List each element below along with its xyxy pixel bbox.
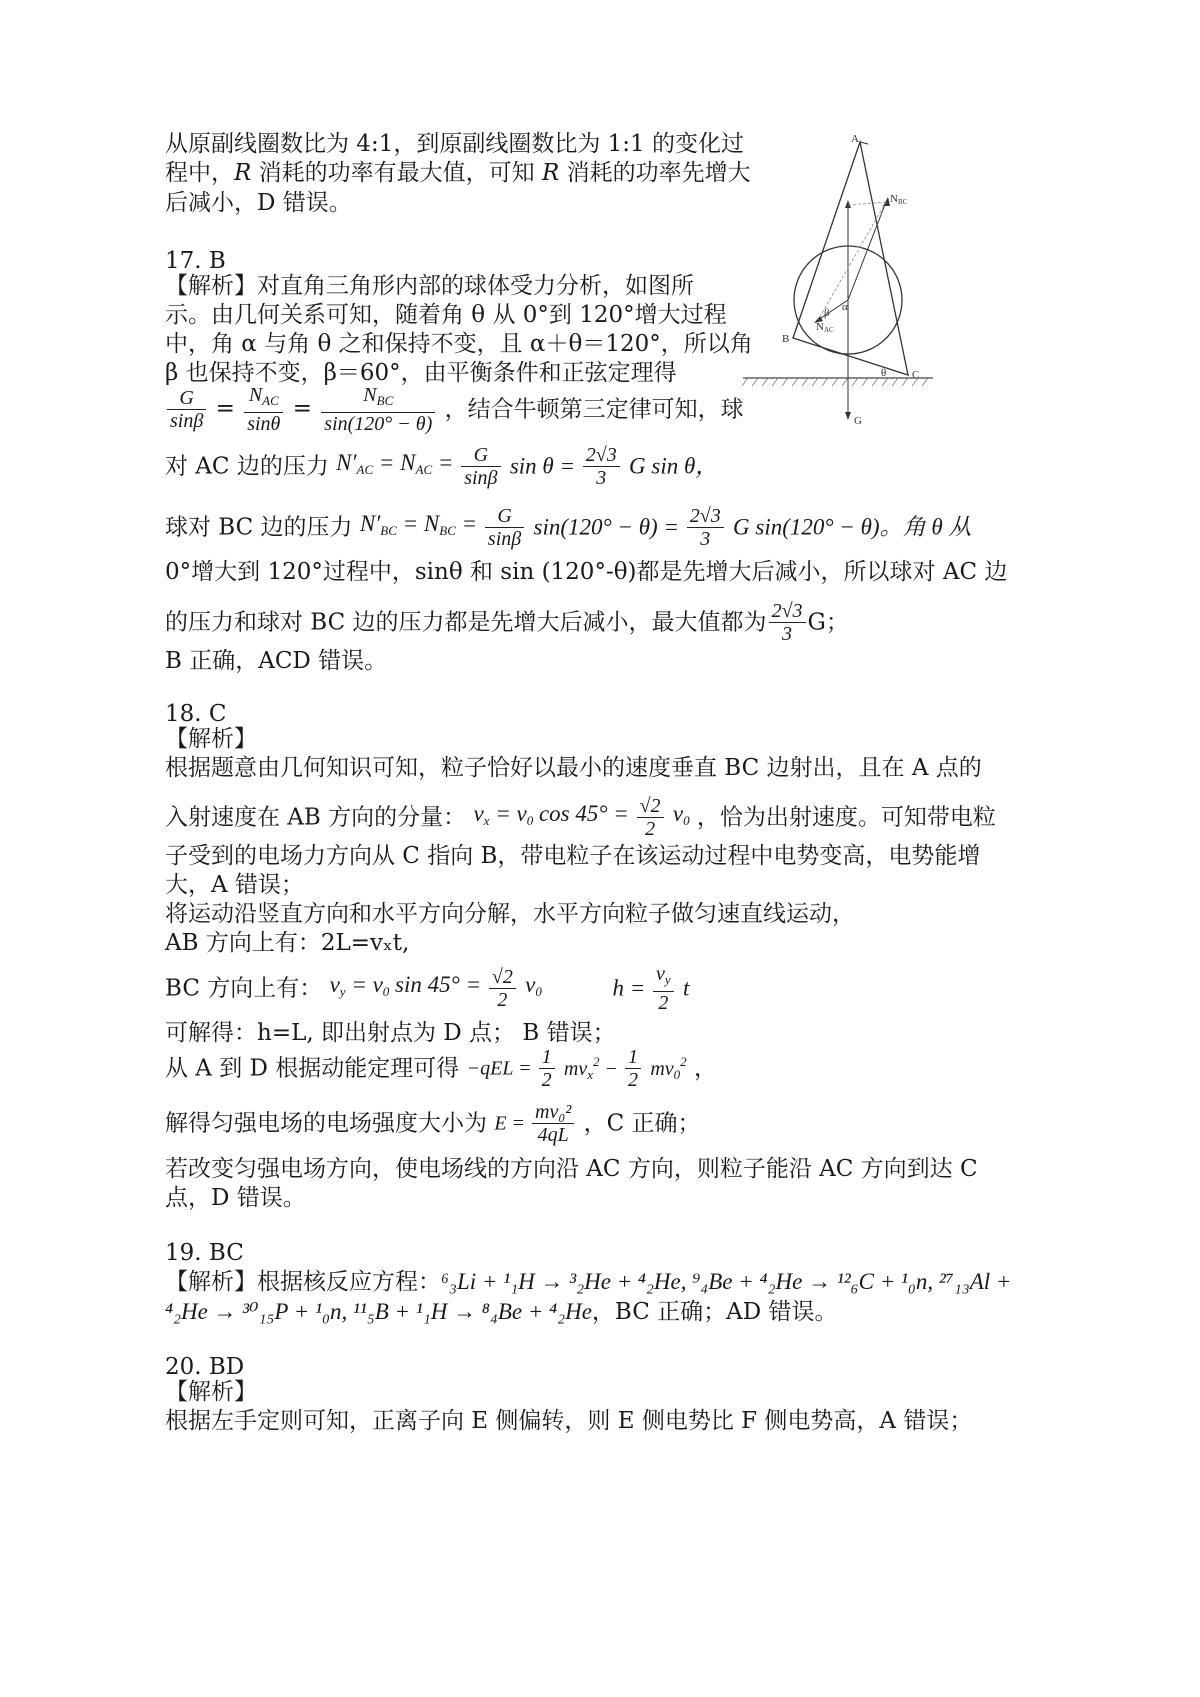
q19-line-2: ⁴₂He → ³⁰₁₅P + ¹₀n, ¹¹₅B + ¹₁H → ⁸₄Be + ⁴₂He，BC 正确；AD 错误。 bbox=[165, 1299, 838, 1325]
q17-line-9: 的压力和球对 BC 边的压力都是先增大后减小，最大值都为 $\frac{2√3}{3}$ G； bbox=[165, 600, 849, 645]
fraction-g-sinb: $\frac{G}{\sin\beta}$ bbox=[167, 387, 206, 432]
q18-line-8: 可解得：h=L, 即出射点为 D 点； B 错误； bbox=[165, 1020, 616, 1046]
q18-line-10: 解得匀强电场的电场强度大小为 E = $\frac{\text{mv₀²}}{4qL}$ ，C 正确； bbox=[165, 1101, 701, 1146]
intro-line-2: 程中，R 消耗的功率有最大值，可知 R 消耗的功率先增大 bbox=[165, 160, 751, 186]
q18-line-4: 大，A 错误； bbox=[165, 872, 304, 898]
q17-line-10: B 正确，ACD 错误。 bbox=[165, 648, 388, 674]
triangle-sphere-diagram bbox=[738, 130, 938, 425]
q20-heading: 20. BD bbox=[165, 1354, 245, 1380]
label-c: C bbox=[912, 369, 920, 381]
q18-line-3: 子受到的电场力方向从 C 指向 B，带电粒子在该运动过程中电势变高，电势能增 bbox=[165, 843, 981, 869]
label-alpha: α bbox=[842, 301, 848, 313]
q17-line-1: 【解析】对直角三角形内部的球体受力分析，如图所 bbox=[165, 273, 694, 299]
q20-line-1: 根据左手定则可知，正离子向 E 侧偏转，则 E 侧电势比 F 侧电势高，A 错误； bbox=[165, 1408, 973, 1434]
label-b: B bbox=[782, 333, 790, 345]
q19-line-1: 【解析】根据核反应方程：⁶₃Li + ¹₁H → ³₂He + ⁴₂He, ⁹₄Be + ⁴₂He → ¹²₆C + ¹₀n, ²⁷₁₃Al + bbox=[165, 1269, 1012, 1295]
fraction-nac-sint: $\frac{N_{AC}}{\sin\theta}$ bbox=[244, 384, 283, 435]
q17-heading: 17. B bbox=[165, 248, 226, 274]
q17-line-4: β 也保持不变，β＝60°，由平衡条件和正弦定理得 bbox=[165, 360, 677, 386]
q18-line-1: 根据题意由几何知识可知，粒子恰好以最小的速度垂直 BC 边射出，且在 A 点的 bbox=[165, 755, 982, 781]
q18-line-9: 从 A 到 D 根据动能定理可得 −qEL = $\frac{1}{2}$ $mv_x^2$ − $\frac{1}{2}$ $mv_0^2$ ， bbox=[165, 1046, 717, 1091]
label-nbc: NBC bbox=[890, 193, 908, 206]
q17-line-2: 示。由几何关系可知，随着角 θ 从 0°到 120°增大过程 bbox=[165, 302, 727, 328]
intro-line-3: 后减小，D 错误。 bbox=[165, 190, 352, 216]
q17-line-7: 球对 BC 边的压力 $N'_{BC} = N_{BC}$ = $\frac{G}{\sin\beta}$ sin(120° − θ) = $\frac{2√3}{3}$ G sin(120° − θ)。角 θ 从 bbox=[165, 505, 972, 550]
q18-line-11: 若改变匀强电场方向，使电场线的方向沿 AC 方向，则粒子能沿 AC 方向到达 C bbox=[165, 1156, 978, 1182]
q18-heading: 18. C bbox=[165, 701, 227, 727]
label-a: A bbox=[851, 133, 859, 145]
intro-line-1: 从原副线圈数比为 4:1，到原副线圈数比为 1:1 的变化过 bbox=[165, 131, 744, 157]
label-beta: β bbox=[824, 307, 830, 319]
fraction-nbc-sin120: $\frac{N_{BC}}{\sin(120^\circ - \theta)}$ bbox=[321, 384, 435, 435]
q17-line-5: $\frac{G}{\sin\beta}$ = $\frac{N_{AC}}{\sin\theta}$ = $\frac{N_{BC}}{\sin(120^\circ - \theta)}$ ，结合牛顿第三定律可知，球 bbox=[165, 384, 744, 435]
q18-line-6: AB 方向上有：2L=vₓt, bbox=[165, 930, 410, 956]
nuclear-reactions-1: ⁶₃Li + ¹₁H → ³₂He + ⁴₂He, ⁹₄Be + ⁴₂He → ¹²₆C + ¹₀n, ²⁷₁₃Al + bbox=[441, 1269, 1012, 1294]
q18-tag: 【解析】 bbox=[165, 726, 257, 752]
label-nac: NAC bbox=[816, 321, 834, 334]
q18-line-5: 将运动沿竖直方向和水平方向分解，水平方向粒子做匀速直线运动， bbox=[165, 901, 855, 927]
q17-line-8: 0°增大到 120°过程中，sinθ 和 sin (120°-θ)都是先增大后减小，所以球对 AC 边 bbox=[165, 559, 1008, 585]
q17-line-3: 中，角 α 与角 θ 之和保持不变，且 α＋θ＝120°，所以角 bbox=[165, 331, 753, 357]
label-theta: θ bbox=[881, 367, 887, 379]
q18-line-7: BC 方向上有： $v_y = v_0$ sin 45° = $\frac{√2}{2}$ $v_0$ h = $\frac{v_y}{2}$ t bbox=[165, 963, 690, 1014]
q18-line-12: 点，D 错误。 bbox=[165, 1185, 306, 1211]
q20-tag: 【解析】 bbox=[165, 1379, 257, 1405]
q18-line-2: 入射速度在 AB 方向的分量： $v_x = v_0$ cos 45° = $\frac{√2}{2}$ $v_0$ ，恰为出射速度。可知带电粒 bbox=[165, 795, 996, 840]
q17-line-6: 对 AC 边的压力 $N'_{AC} = N_{AC}$ = $\frac{G}{\sin\beta}$ sin θ = $\frac{2√3}{3}$ G sin θ， bbox=[165, 444, 719, 489]
q19-heading: 19. BC bbox=[165, 1240, 244, 1266]
nuclear-reactions-2: ⁴₂He → ³⁰₁₅P + ¹₀n, ¹¹₅B + ¹₁H → ⁸₄Be + ⁴₂He bbox=[165, 1299, 592, 1324]
label-g: G bbox=[854, 415, 862, 425]
